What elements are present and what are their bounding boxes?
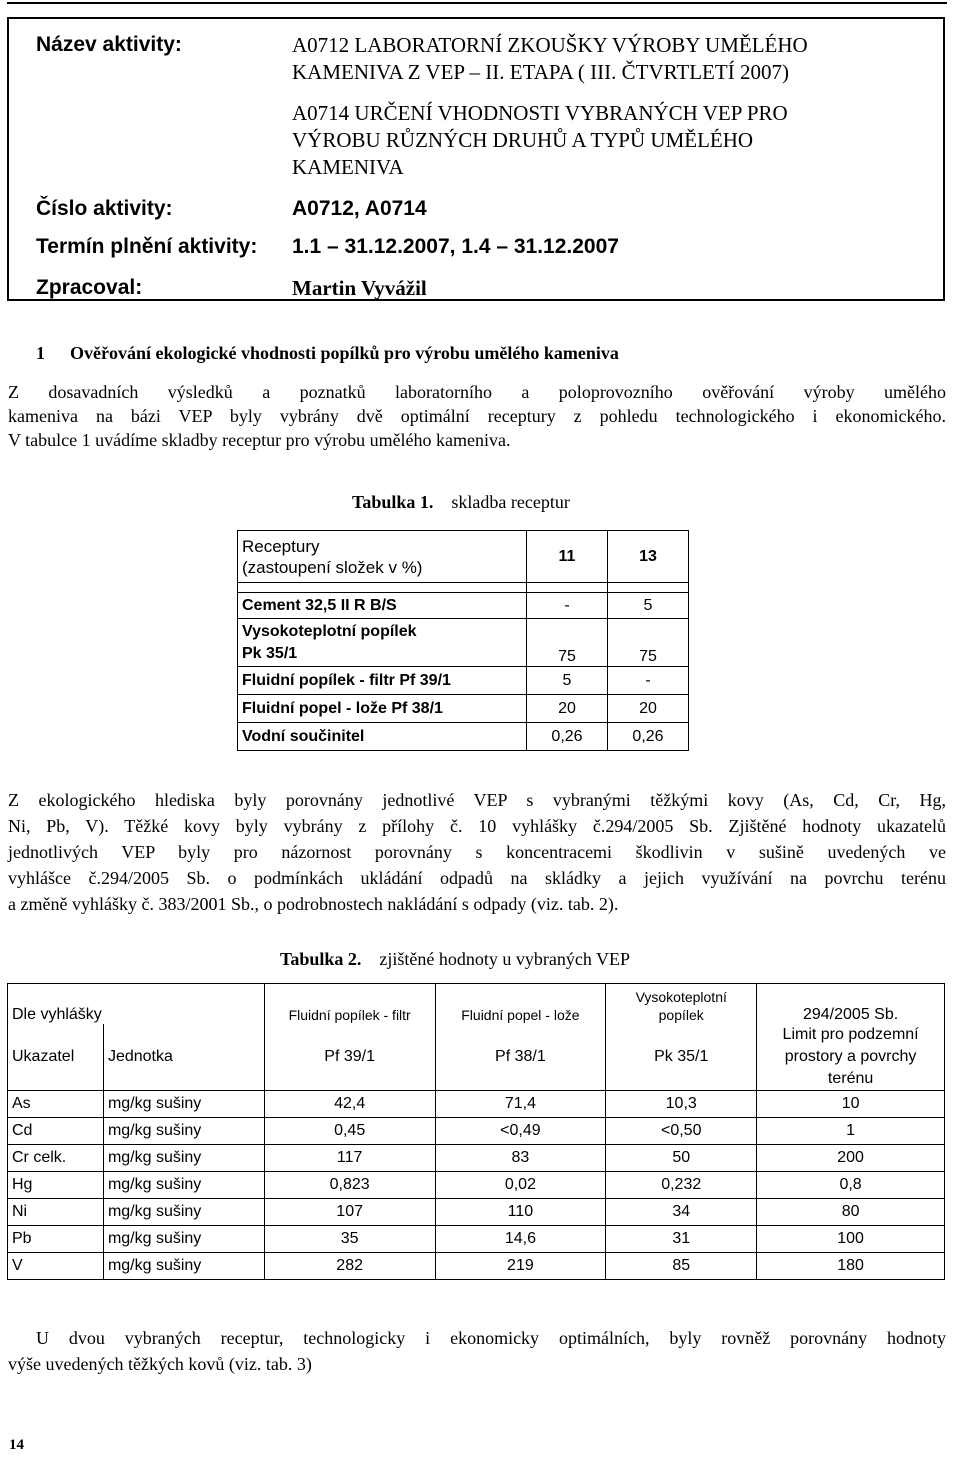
header-dle-vyhlasky: Dle vyhlášky xyxy=(8,984,265,1024)
header-fluidni-loze: Fluidní popel - lože xyxy=(435,984,606,1024)
table-row xyxy=(8,1225,945,1252)
cell-ukazatel: Ni xyxy=(8,1198,104,1225)
table-row xyxy=(238,593,689,619)
closing-paragraph xyxy=(8,1325,946,1377)
activity-number-label: Číslo aktivity: xyxy=(36,197,173,220)
cell-pf39: 0,823 xyxy=(264,1171,435,1198)
cell-pf38: 83 xyxy=(435,1144,606,1171)
recipe-value: 0,26 xyxy=(608,723,689,751)
cell-pf39: 42,4 xyxy=(264,1090,435,1117)
cell-limit: 180 xyxy=(757,1252,945,1279)
table-row xyxy=(238,695,689,723)
recipe-value: - xyxy=(527,593,608,619)
table-row xyxy=(8,1090,945,1117)
recipe-value: - xyxy=(608,667,689,695)
header-pk35: Pk 35/1 xyxy=(606,1024,757,1091)
cell-limit: 1 xyxy=(757,1117,945,1144)
cell-jednotka: mg/kg sušiny xyxy=(103,1144,264,1171)
cell-limit: 10 xyxy=(757,1090,945,1117)
section-heading xyxy=(36,343,619,364)
table-row xyxy=(238,619,689,667)
cell-limit: 200 xyxy=(757,1144,945,1171)
recipe-row-label: Fluidní popílek - filtr Pf 39/1 xyxy=(238,667,527,695)
recipe-value: 20 xyxy=(527,695,608,723)
recipe-row-label: Fluidní popel - lože Pf 38/1 xyxy=(238,695,527,723)
header-limit-line3: terénu xyxy=(827,1069,874,1087)
header-limit xyxy=(757,1024,945,1091)
cell-ukazatel: Hg xyxy=(8,1171,104,1198)
table-row xyxy=(8,1144,945,1171)
recipe-row-label xyxy=(238,619,527,667)
ecology-line-1: Z ekologického hlediska byly porovnány jednotlivé VEP s vybranými těžkými kovy (As, Cd, Cr, Hg, xyxy=(8,790,946,810)
cell-pf39: 282 xyxy=(264,1252,435,1279)
table-row xyxy=(8,1198,945,1225)
recipe-value: 75 xyxy=(527,619,608,667)
activity-name-2-line3: KAMENIVA xyxy=(292,155,404,179)
cell-pk35: 31 xyxy=(606,1225,757,1252)
ecology-paragraph xyxy=(8,787,946,917)
table2-caption-label: Tabulka 2. xyxy=(280,949,362,969)
recipe-row-label-line1: Vysokoteplotní popílek xyxy=(242,622,417,640)
table-row xyxy=(238,723,689,751)
header-ukazatel: Ukazatel xyxy=(8,1024,104,1091)
activity-number: A0712, A0714 xyxy=(292,197,427,220)
activity-name-1-line1: A0712 LABORATORNÍ ZKOUŠKY VÝROBY UMĚLÉHO xyxy=(292,33,808,57)
activity-name-2-line1: A0714 URČENÍ VHODNOSTI VYBRANÝCH VEP PRO xyxy=(292,101,788,125)
table-row xyxy=(238,667,689,695)
table-row xyxy=(238,531,689,583)
recipe-header-cell xyxy=(238,531,527,583)
cell-pk35: 50 xyxy=(606,1144,757,1171)
header-vysokoteplotni-line1: Vysokoteplotní xyxy=(635,988,727,1005)
table2-caption xyxy=(280,949,630,970)
header-pf38: Pf 38/1 xyxy=(435,1024,606,1091)
table-row xyxy=(8,1252,945,1279)
author-name: Martin Vyvážil xyxy=(292,276,427,300)
table1-caption-label: Tabulka 1. xyxy=(352,492,434,512)
recipe-col-13: 13 xyxy=(608,531,689,583)
cell-jednotka: mg/kg sušiny xyxy=(103,1225,264,1252)
closing-line-1: U dvou vybraných receptur, technologicky i ekonomicky optimálních, byly rovněž porovnány hodnoty xyxy=(36,1328,946,1348)
cell-pk35: 10,3 xyxy=(606,1090,757,1117)
header-pf39: Pf 39/1 xyxy=(264,1024,435,1091)
header-vyhlaska: 294/2005 Sb. xyxy=(757,984,945,1024)
cell-pf39: 0,45 xyxy=(264,1117,435,1144)
recipe-value: 20 xyxy=(608,695,689,723)
cell-jednotka: mg/kg sušiny xyxy=(103,1198,264,1225)
intro-line-2: kameniva na bázi VEP byly vybrány dvě optimální receptury z pohledu technologického i ekonomického. xyxy=(8,406,946,426)
recipe-row-label-line2: Pk 35/1 xyxy=(242,644,298,662)
cell-pf39: 35 xyxy=(264,1225,435,1252)
cell-pf38: 219 xyxy=(435,1252,606,1279)
recipe-row-label: Vodní součinitel xyxy=(238,723,527,751)
cell-pk35: 0,232 xyxy=(606,1171,757,1198)
header-vysokoteplotni-line2: popílek xyxy=(658,1006,704,1023)
page-number: 14 xyxy=(9,1437,24,1453)
header-fluidni-filtr: Fluidní popílek - filtr xyxy=(264,984,435,1024)
recipe-value: 75 xyxy=(608,619,689,667)
activity-name-label: Název aktivity: xyxy=(36,33,182,56)
table-row xyxy=(8,984,945,1024)
cell-ukazatel: Cd xyxy=(8,1117,104,1144)
cell-pf38: 110 xyxy=(435,1198,606,1225)
cell-jednotka: mg/kg sušiny xyxy=(103,1117,264,1144)
cell-pk35: <0,50 xyxy=(606,1117,757,1144)
recipe-col-11: 11 xyxy=(527,531,608,583)
intro-line-1: Z dosavadních výsledků a poznatků laboratorního a poloprovozního ověřování výroby umělého xyxy=(8,382,946,402)
cell-ukazatel: As xyxy=(8,1090,104,1117)
table-row xyxy=(8,1171,945,1198)
recipe-table xyxy=(237,530,689,751)
author-label: Zpracoval: xyxy=(36,276,143,299)
cell-pf39: 117 xyxy=(264,1144,435,1171)
activity-name-1-line2: KAMENIVA Z VEP – II. ETAPA ( III. ČTVRTLETÍ 2007) xyxy=(292,60,789,84)
cell-limit: 100 xyxy=(757,1225,945,1252)
cell-jednotka: mg/kg sušiny xyxy=(103,1090,264,1117)
header-vysokoteplotni xyxy=(606,984,757,1024)
header-limit-line1: Limit pro podzemní xyxy=(782,1025,919,1043)
table1-caption xyxy=(352,492,570,513)
header-limit-line2: prostory a povrchy xyxy=(784,1047,917,1065)
ecology-line-2: Ni, Pb, V). Těžké kovy byly vybrány z přílohy č. 10 vyhlášky č.294/2005 Sb. Zjištěné hodnoty ukazatelů xyxy=(8,816,946,836)
cell-pf38: <0,49 xyxy=(435,1117,606,1144)
ecology-line-4: vyhlášce č.294/2005 Sb. o podmínkách ukládání odpadů na skládky a jejich využívání na povrchu terénu xyxy=(8,868,946,888)
cell-pf38: 71,4 xyxy=(435,1090,606,1117)
cell-ukazatel: Cr celk. xyxy=(8,1144,104,1171)
section-number: 1 xyxy=(36,343,45,363)
cell-ukazatel: V xyxy=(8,1252,104,1279)
intro-paragraph xyxy=(8,380,946,452)
cell-limit: 80 xyxy=(757,1198,945,1225)
header-jednotka: Jednotka xyxy=(103,1024,264,1091)
cell-limit: 0,8 xyxy=(757,1171,945,1198)
ecology-line-3: jednotlivých VEP byly pro názornost porovnány s koncentracemi škodlivin v sušině uvedených ve xyxy=(8,842,946,862)
recipe-row-label: Cement 32,5 II R B/S xyxy=(238,593,527,619)
top-rule xyxy=(7,2,947,4)
table1-caption-text: skladba receptur xyxy=(451,492,570,512)
ecology-line-5: a změně vyhlášky č. 383/2001 Sb., o podrobnostech nakládání s odpady (viz. tab. 2). xyxy=(8,894,619,914)
activity-name-2-line2: VÝROBU RŮZNÝCH DRUHŮ A TYPŮ UMĚLÉHO xyxy=(292,128,754,152)
table-row xyxy=(238,583,689,593)
heavy-metals-table xyxy=(7,983,945,1280)
table2-caption-text: zjištěné hodnoty u vybraných VEP xyxy=(379,949,631,969)
recipe-value: 0,26 xyxy=(527,723,608,751)
recipe-value: 5 xyxy=(608,593,689,619)
table-row xyxy=(8,1024,945,1091)
closing-line-2: výše uvedených těžkých kovů (viz. tab. 3) xyxy=(8,1354,312,1374)
table-row xyxy=(8,1117,945,1144)
term-label: Termín plnění aktivity: xyxy=(36,235,258,258)
cell-ukazatel: Pb xyxy=(8,1225,104,1252)
recipe-value: 5 xyxy=(527,667,608,695)
cell-jednotka: mg/kg sušiny xyxy=(103,1171,264,1198)
cell-jednotka: mg/kg sušiny xyxy=(103,1252,264,1279)
cell-pf38: 0,02 xyxy=(435,1171,606,1198)
intro-line-3: V tabulce 1 uvádíme skladby receptur pro výrobu umělého kameniva. xyxy=(8,430,511,450)
recipe-header-line2: (zastoupení složek v %) xyxy=(242,557,423,577)
recipe-header-line1: Receptury xyxy=(242,536,320,556)
cell-pf39: 107 xyxy=(264,1198,435,1225)
cell-pk35: 34 xyxy=(606,1198,757,1225)
cell-pk35: 85 xyxy=(606,1252,757,1279)
term-value: 1.1 – 31.12.2007, 1.4 – 31.12.2007 xyxy=(292,235,619,258)
section-title: Ověřování ekologické vhodnosti popílků pro výrobu umělého kameniva xyxy=(70,343,619,363)
cell-pf38: 14,6 xyxy=(435,1225,606,1252)
